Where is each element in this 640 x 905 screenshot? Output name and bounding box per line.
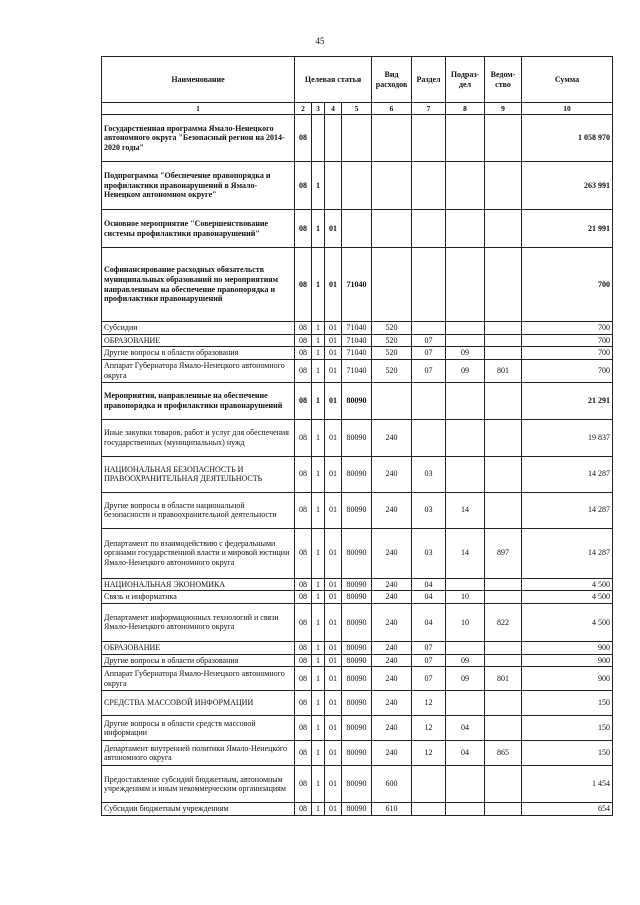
header-section: Раздел <box>412 57 446 103</box>
target-event-code: 01 <box>325 334 342 347</box>
row-name: Иные закупки товаров, работ и услуг для обеспечения государственных (муниципальных) нужд <box>102 419 295 456</box>
department-code <box>485 382 522 419</box>
row-name: Аппарат Губернатора Ямало-Ненецкого автономного округа <box>102 359 295 382</box>
section-code: 07 <box>412 641 446 654</box>
row-name: Департамент информационных технологий и связи Ямало-Ненецкого автономного округа <box>102 603 295 641</box>
section-code: 07 <box>412 667 446 691</box>
expense-type-code: 520 <box>372 322 412 335</box>
target-subprogram-code: 1 <box>312 382 325 419</box>
subsection-code: 10 <box>446 591 485 604</box>
subsection-code <box>446 322 485 335</box>
target-direction-code: 80090 <box>342 578 372 591</box>
expense-type-code: 240 <box>372 603 412 641</box>
target-event-code: 01 <box>325 456 342 492</box>
department-code <box>485 492 522 528</box>
expense-type-code: 240 <box>372 654 412 667</box>
target-program-code: 08 <box>295 578 312 591</box>
expense-type-code: 240 <box>372 528 412 578</box>
department-code <box>485 691 522 716</box>
table-row <box>102 603 613 641</box>
row-name: Подпрограмма "Обеспечение правопорядка и профилактики правонарушений в Ямало-Ненецком автономном округе" <box>102 162 295 210</box>
column-number: 3 <box>312 103 325 115</box>
table-row <box>102 115 613 162</box>
target-event-code: 01 <box>325 654 342 667</box>
table-row <box>102 162 613 210</box>
target-program-code: 08 <box>295 492 312 528</box>
target-direction-code: 80090 <box>342 741 372 766</box>
header-row <box>102 57 613 103</box>
target-program-code: 08 <box>295 603 312 641</box>
row-name: Софинансирование расходных обязательств муниципальных образований по мероприятиям направленным на обеспечение правопорядка и профилактики правонарушений <box>102 248 295 322</box>
target-direction-code: 71040 <box>342 334 372 347</box>
department-code: 897 <box>485 528 522 578</box>
row-name: Предоставление субсидий бюджетным, автономным учреждениям и иным некоммерческим организациям <box>102 766 295 803</box>
target-program-code: 08 <box>295 691 312 716</box>
subsection-code <box>446 456 485 492</box>
row-name: НАЦИОНАЛЬНАЯ ЭКОНОМИКА <box>102 578 295 591</box>
budget-table <box>101 56 613 816</box>
target-subprogram-code: 1 <box>312 578 325 591</box>
target-direction-code: 80090 <box>342 691 372 716</box>
department-code <box>485 248 522 322</box>
target-direction-code: 80090 <box>342 641 372 654</box>
target-event-code: 01 <box>325 347 342 360</box>
section-code <box>412 210 446 248</box>
target-direction-code: 80090 <box>342 603 372 641</box>
sum-value: 700 <box>522 248 613 322</box>
target-subprogram-code: 1 <box>312 359 325 382</box>
target-subprogram-code: 1 <box>312 716 325 741</box>
table-row <box>102 578 613 591</box>
target-program-code: 08 <box>295 419 312 456</box>
target-subprogram-code: 1 <box>312 766 325 803</box>
target-subprogram-code: 1 <box>312 591 325 604</box>
header-target: Целевая статья <box>295 57 372 103</box>
subsection-code <box>446 641 485 654</box>
target-program-code: 08 <box>295 162 312 210</box>
sum-value: 700 <box>522 359 613 382</box>
target-subprogram-code: 1 <box>312 162 325 210</box>
target-direction-code: 71040 <box>342 322 372 335</box>
department-code <box>485 115 522 162</box>
section-code: 04 <box>412 578 446 591</box>
target-direction-code <box>342 210 372 248</box>
target-direction-code: 80090 <box>342 591 372 604</box>
section-code: 12 <box>412 691 446 716</box>
subsection-code: 04 <box>446 741 485 766</box>
expense-type-code: 610 <box>372 803 412 816</box>
sum-value: 4 500 <box>522 591 613 604</box>
row-name: НАЦИОНАЛЬНАЯ БЕЗОПАСНОСТЬ И ПРАВООХРАНИТЕЛЬНАЯ ДЕЯТЕЛЬНОСТЬ <box>102 456 295 492</box>
subsection-code <box>446 766 485 803</box>
target-subprogram-code: 1 <box>312 528 325 578</box>
department-code <box>485 210 522 248</box>
target-direction-code: 80090 <box>342 456 372 492</box>
table-row <box>102 210 613 248</box>
target-event-code: 01 <box>325 248 342 322</box>
section-code <box>412 115 446 162</box>
sum-value: 150 <box>522 691 613 716</box>
table-row <box>102 803 613 816</box>
target-program-code: 08 <box>295 248 312 322</box>
expense-type-code: 240 <box>372 716 412 741</box>
expense-type-code: 240 <box>372 419 412 456</box>
column-number: 8 <box>446 103 485 115</box>
column-number: 2 <box>295 103 312 115</box>
subsection-code <box>446 578 485 591</box>
row-name: ОБРАЗОВАНИЕ <box>102 334 295 347</box>
target-direction-code: 80090 <box>342 803 372 816</box>
subsection-code: 14 <box>446 528 485 578</box>
row-name: Основное мероприятие "Совершенствование системы профилактики правонарушений" <box>102 210 295 248</box>
target-subprogram-code: 1 <box>312 347 325 360</box>
column-number: 1 <box>102 103 295 115</box>
target-program-code: 08 <box>295 334 312 347</box>
sum-value: 900 <box>522 654 613 667</box>
table-row <box>102 691 613 716</box>
section-code: 04 <box>412 591 446 604</box>
target-direction-code <box>342 115 372 162</box>
column-number: 5 <box>342 103 372 115</box>
row-name: Субсидии <box>102 322 295 335</box>
target-subprogram-code: 1 <box>312 210 325 248</box>
table-row <box>102 654 613 667</box>
section-code: 03 <box>412 492 446 528</box>
department-code <box>485 456 522 492</box>
target-program-code: 08 <box>295 359 312 382</box>
subsection-code: 10 <box>446 603 485 641</box>
table-row <box>102 334 613 347</box>
target-event-code: 01 <box>325 578 342 591</box>
target-direction-code: 80090 <box>342 716 372 741</box>
section-code <box>412 162 446 210</box>
table-row <box>102 492 613 528</box>
subsection-code <box>446 803 485 816</box>
target-direction-code: 80090 <box>342 382 372 419</box>
department-code: 801 <box>485 667 522 691</box>
target-direction-code <box>342 162 372 210</box>
table-row <box>102 382 613 419</box>
column-number: 4 <box>325 103 342 115</box>
sum-value: 1 454 <box>522 766 613 803</box>
section-code: 03 <box>412 456 446 492</box>
row-name: Другие вопросы в области национальной безопасности и правоохранительной деятельности <box>102 492 295 528</box>
target-event-code: 01 <box>325 603 342 641</box>
sum-value: 700 <box>522 347 613 360</box>
column-number: 7 <box>412 103 446 115</box>
sum-value: 900 <box>522 667 613 691</box>
expense-type-code: 240 <box>372 667 412 691</box>
sum-value: 150 <box>522 741 613 766</box>
section-code: 07 <box>412 347 446 360</box>
target-subprogram-code: 1 <box>312 654 325 667</box>
department-code <box>485 803 522 816</box>
section-code: 07 <box>412 334 446 347</box>
subsection-code <box>446 115 485 162</box>
table-row <box>102 591 613 604</box>
expense-type-code: 600 <box>372 766 412 803</box>
column-number: 6 <box>372 103 412 115</box>
sum-value: 21 291 <box>522 382 613 419</box>
subsection-code: 04 <box>446 716 485 741</box>
target-program-code: 08 <box>295 456 312 492</box>
sum-value: 700 <box>522 322 613 335</box>
target-subprogram-code: 1 <box>312 334 325 347</box>
row-name: Другие вопросы в области образования <box>102 654 295 667</box>
target-event-code: 01 <box>325 691 342 716</box>
column-number: 9 <box>485 103 522 115</box>
subsection-code: 09 <box>446 359 485 382</box>
target-direction-code: 80090 <box>342 528 372 578</box>
table-row <box>102 359 613 382</box>
subsection-code <box>446 382 485 419</box>
header-subsection: Подраз- дел <box>446 57 485 103</box>
expense-type-code: 240 <box>372 691 412 716</box>
target-event-code: 01 <box>325 322 342 335</box>
row-name: Субсидии бюджетным учреждениям <box>102 803 295 816</box>
section-code <box>412 322 446 335</box>
expense-type-code <box>372 162 412 210</box>
table-row <box>102 248 613 322</box>
table-row <box>102 741 613 766</box>
table-row <box>102 347 613 360</box>
sum-value: 4 500 <box>522 578 613 591</box>
target-direction-code: 80090 <box>342 492 372 528</box>
sum-value: 21 991 <box>522 210 613 248</box>
target-subprogram-code: 1 <box>312 456 325 492</box>
expense-type-code: 240 <box>372 492 412 528</box>
target-subprogram-code: 1 <box>312 322 325 335</box>
target-direction-code: 80090 <box>342 654 372 667</box>
target-program-code: 08 <box>295 741 312 766</box>
department-code <box>485 162 522 210</box>
department-code <box>485 654 522 667</box>
subsection-code: 14 <box>446 492 485 528</box>
target-program-code: 08 <box>295 667 312 691</box>
table-row <box>102 716 613 741</box>
section-code: 12 <box>412 741 446 766</box>
target-event-code: 01 <box>325 359 342 382</box>
row-name: Департамент внутренней политики Ямало-Ненецкого автономного округа <box>102 741 295 766</box>
department-code <box>485 334 522 347</box>
table-row <box>102 667 613 691</box>
sum-value: 1 058 970 <box>522 115 613 162</box>
expense-type-code: 520 <box>372 347 412 360</box>
expense-type-code <box>372 382 412 419</box>
expense-type-code: 240 <box>372 641 412 654</box>
target-program-code: 08 <box>295 654 312 667</box>
sum-value: 14 287 <box>522 456 613 492</box>
table-row <box>102 766 613 803</box>
table-body <box>102 115 613 816</box>
target-subprogram-code: 1 <box>312 667 325 691</box>
section-code <box>412 382 446 419</box>
target-program-code: 08 <box>295 347 312 360</box>
expense-type-code: 520 <box>372 334 412 347</box>
section-code: 07 <box>412 654 446 667</box>
sum-value: 19 837 <box>522 419 613 456</box>
target-subprogram-code: 1 <box>312 492 325 528</box>
target-subprogram-code: 1 <box>312 691 325 716</box>
target-subprogram-code: 1 <box>312 603 325 641</box>
target-event-code: 01 <box>325 591 342 604</box>
expense-type-code: 240 <box>372 591 412 604</box>
row-name: Государственная программа Ямало-Ненецкого автономного округа "Безопасный регион на 2014-2020 годы" <box>102 115 295 162</box>
department-code: 822 <box>485 603 522 641</box>
target-event-code: 01 <box>325 667 342 691</box>
expense-type-code <box>372 115 412 162</box>
target-event-code: 01 <box>325 419 342 456</box>
table-row <box>102 641 613 654</box>
department-code: 801 <box>485 359 522 382</box>
department-code: 865 <box>485 741 522 766</box>
target-subprogram-code: 1 <box>312 803 325 816</box>
sum-value: 900 <box>522 641 613 654</box>
expense-type-code: 240 <box>372 456 412 492</box>
section-code: 07 <box>412 359 446 382</box>
subsection-code <box>446 691 485 716</box>
header-name: Наименование <box>102 57 295 103</box>
department-code <box>485 766 522 803</box>
section-code: 12 <box>412 716 446 741</box>
expense-type-code <box>372 248 412 322</box>
section-code <box>412 419 446 456</box>
target-subprogram-code: 1 <box>312 248 325 322</box>
target-direction-code: 80090 <box>342 766 372 803</box>
section-code <box>412 766 446 803</box>
row-name: Другие вопросы в области средств массовой информации <box>102 716 295 741</box>
table-row <box>102 456 613 492</box>
target-event-code: 01 <box>325 210 342 248</box>
sum-value: 654 <box>522 803 613 816</box>
section-code <box>412 248 446 322</box>
department-code <box>485 419 522 456</box>
target-event-code: 01 <box>325 766 342 803</box>
department-code <box>485 641 522 654</box>
subsection-code: 09 <box>446 347 485 360</box>
target-program-code: 08 <box>295 591 312 604</box>
row-name: Аппарат Губернатора Ямало-Ненецкого автономного округа <box>102 667 295 691</box>
subsection-code <box>446 248 485 322</box>
target-event-code: 01 <box>325 528 342 578</box>
section-code: 03 <box>412 528 446 578</box>
table-row <box>102 419 613 456</box>
row-name: СРЕДСТВА МАССОВОЙ ИНФОРМАЦИИ <box>102 691 295 716</box>
department-code <box>485 578 522 591</box>
target-program-code: 08 <box>295 210 312 248</box>
target-event-code: 01 <box>325 741 342 766</box>
target-direction-code: 80090 <box>342 419 372 456</box>
target-subprogram-code <box>312 115 325 162</box>
target-event-code: 01 <box>325 382 342 419</box>
subsection-code: 09 <box>446 654 485 667</box>
section-code: 04 <box>412 603 446 641</box>
expense-type-code <box>372 210 412 248</box>
sum-value: 700 <box>522 334 613 347</box>
target-subprogram-code: 1 <box>312 741 325 766</box>
page-number: 45 <box>315 36 325 46</box>
target-subprogram-code: 1 <box>312 419 325 456</box>
table-row <box>102 322 613 335</box>
sum-value: 14 287 <box>522 528 613 578</box>
target-direction-code: 71040 <box>342 359 372 382</box>
target-direction-code: 71040 <box>342 347 372 360</box>
column-number-row <box>102 103 613 115</box>
row-name: Департамент по взаимодействию с федеральными органами государственной власти и мировой юстиции Ямало-Ненецкого автономного округа <box>102 528 295 578</box>
department-code <box>485 347 522 360</box>
row-name: Другие вопросы в области образования <box>102 347 295 360</box>
department-code <box>485 322 522 335</box>
target-subprogram-code: 1 <box>312 641 325 654</box>
header-sum: Сумма <box>522 57 613 103</box>
department-code <box>485 591 522 604</box>
expense-type-code: 520 <box>372 359 412 382</box>
subsection-code <box>446 210 485 248</box>
header-department: Ведом- ство <box>485 57 522 103</box>
expense-type-code: 240 <box>372 741 412 766</box>
row-name: ОБРАЗОВАНИЕ <box>102 641 295 654</box>
target-event-code: 01 <box>325 641 342 654</box>
target-program-code: 08 <box>295 716 312 741</box>
expense-type-code: 240 <box>372 578 412 591</box>
target-direction-code: 71040 <box>342 248 372 322</box>
target-program-code: 08 <box>295 115 312 162</box>
subsection-code: 09 <box>446 667 485 691</box>
target-event-code: 01 <box>325 716 342 741</box>
sum-value: 4 500 <box>522 603 613 641</box>
sum-value: 14 287 <box>522 492 613 528</box>
column-number: 10 <box>522 103 613 115</box>
target-program-code: 08 <box>295 641 312 654</box>
target-event-code <box>325 162 342 210</box>
header-expense-type: Вид расходов <box>372 57 412 103</box>
target-program-code: 08 <box>295 322 312 335</box>
subsection-code <box>446 162 485 210</box>
table-row <box>102 528 613 578</box>
target-event-code: 01 <box>325 492 342 528</box>
sum-value: 263 991 <box>522 162 613 210</box>
target-program-code: 08 <box>295 803 312 816</box>
target-direction-code: 80090 <box>342 667 372 691</box>
target-program-code: 08 <box>295 528 312 578</box>
sum-value: 150 <box>522 716 613 741</box>
target-event-code <box>325 115 342 162</box>
target-program-code: 08 <box>295 382 312 419</box>
subsection-code <box>446 419 485 456</box>
target-event-code: 01 <box>325 803 342 816</box>
target-program-code: 08 <box>295 766 312 803</box>
row-name: Связь и информатика <box>102 591 295 604</box>
subsection-code <box>446 334 485 347</box>
row-name: Мероприятия, направленные на обеспечение правопорядка и профилактики правонарушений <box>102 382 295 419</box>
department-code <box>485 716 522 741</box>
section-code <box>412 803 446 816</box>
